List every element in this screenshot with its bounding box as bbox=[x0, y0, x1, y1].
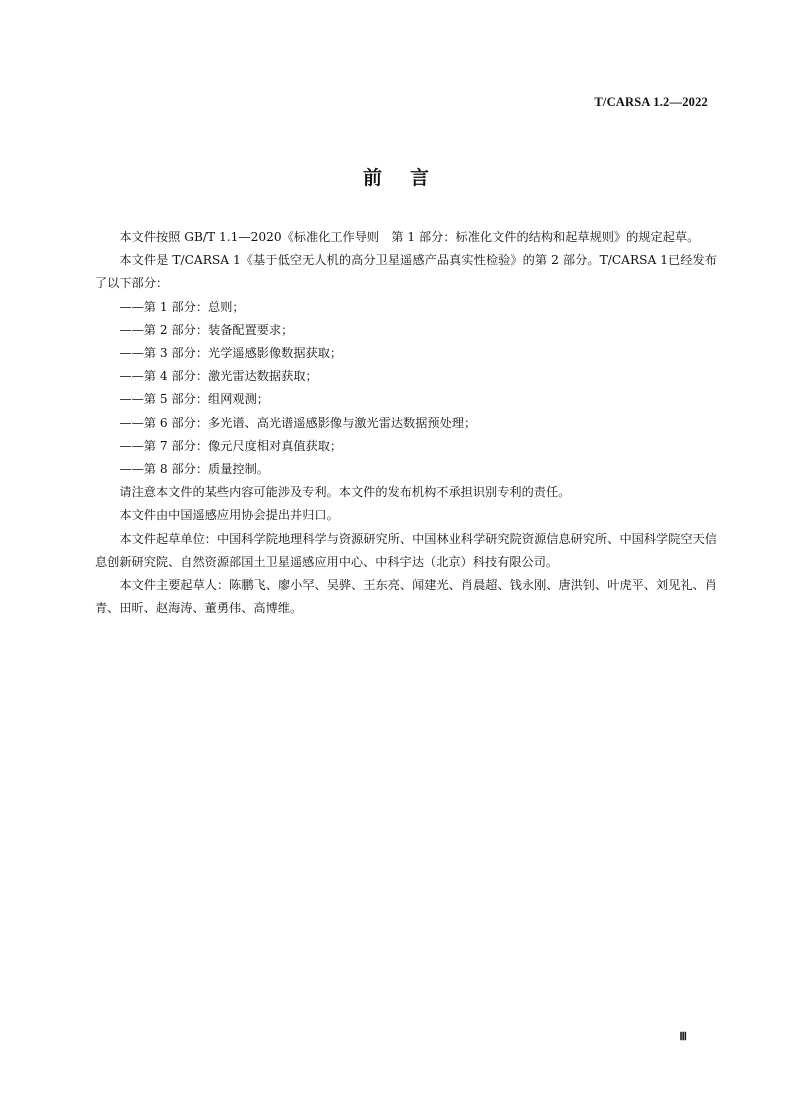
document-code: T/CARSA 1.2—2022 bbox=[594, 95, 708, 109]
list-item-part-8: ——第 8 部分：质量控制。 bbox=[119, 462, 269, 477]
list-item-part-5: ——第 5 部分：组网观测； bbox=[119, 392, 269, 407]
list-item-part-1: ——第 1 部分：总则； bbox=[119, 299, 245, 314]
document-body bbox=[95, 226, 717, 620]
paragraph-drafting-rules: 本文件按照 GB/T 1.1—2020《标准化工作导则 第 1 部分：标准化文件的结构和起草规则》的规定起草。 bbox=[119, 230, 700, 244]
paragraph-drafters: 本文件主要起草人：陈鹏飞、廖小罕、吴骅、王东亮、闻建光、肖晨超、钱永刚、唐洪钊、叶虎平、刘见礼、肖青、田昕、赵海涛、董勇伟、高博维。 bbox=[95, 578, 717, 616]
section-title: 前言 bbox=[362, 167, 457, 189]
list-item-part-4: ——第 4 部分：激光雷达数据获取； bbox=[119, 369, 318, 384]
paragraph-drafting-units: 本文件起草单位：中国科学院地理科学与资源研究所、中国林业科学研究院资源信息研究所、中国科学院空天信息创新研究院、自然资源部国土卫星遥感应用中心、中科宇达（北京）科技有限公司。 bbox=[95, 531, 717, 569]
list-item-part-3: ——第 3 部分：光学遥感影像数据获取； bbox=[119, 346, 343, 361]
paragraph-proposer: 本文件由中国遥感应用协会提出并归口。 bbox=[119, 508, 339, 523]
list-item-part-6: ——第 6 部分：多光谱、高光谱遥感影像与激光雷达数据预处理； bbox=[119, 415, 477, 430]
paragraph-series-info: 本文件是 T/CARSA 1《基于低空无人机的高分卫星遥感产品真实性检验》的第 2 部分。T/CARSA 1已经发布了以下部分： bbox=[95, 253, 717, 291]
list-item-part-2: ——第 2 部分：装备配置要求； bbox=[119, 322, 294, 337]
paragraph-patent-notice: 请注意本文件的某些内容可能涉及专利。本文件的发布机构不承担识别专利的责任。 bbox=[119, 485, 571, 500]
page-number: Ⅲ bbox=[679, 1031, 687, 1043]
list-item-part-7: ——第 7 部分：像元尺度相对真值获取； bbox=[119, 438, 343, 453]
